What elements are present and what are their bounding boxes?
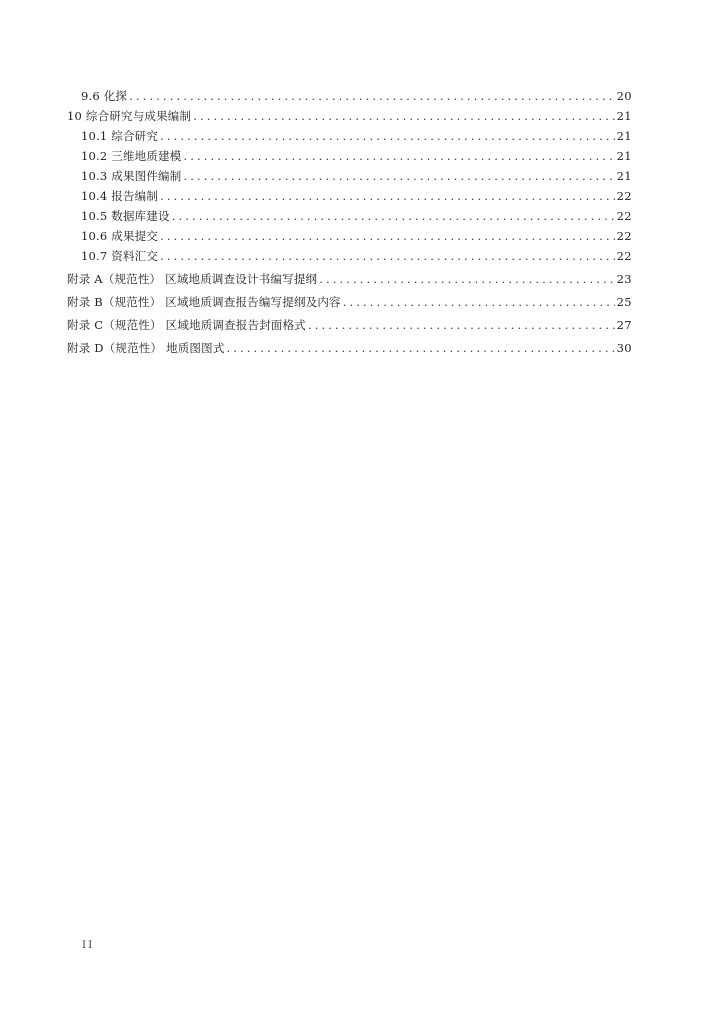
toc-page-number: 20 [616, 89, 632, 103]
toc-page-number: 21 [616, 109, 632, 123]
toc-page-number: 21 [616, 169, 632, 183]
toc-entry-title: 10 综合研究与成果编制 [67, 109, 192, 123]
toc-entry-10-3[interactable] [67, 166, 632, 186]
toc-leader-dots [183, 146, 614, 166]
toc-leader-dots [319, 268, 614, 291]
toc-page-number: 22 [616, 189, 632, 203]
toc-leader-dots [308, 314, 615, 337]
toc-entry-title: 10.5 数据库建设 [81, 209, 170, 223]
toc-leader-dots [160, 226, 615, 246]
toc-entry-10[interactable] [67, 106, 632, 126]
toc-entry-10-5[interactable] [67, 206, 632, 226]
toc-leader-dots [160, 246, 615, 266]
toc-page-number: 21 [616, 129, 632, 143]
toc-leader-dots [227, 337, 615, 360]
toc-leader-dots [172, 206, 615, 226]
toc-entry-appendix-a[interactable] [67, 268, 632, 291]
toc-entry-title: 10.1 综合研究 [81, 129, 159, 143]
toc-entry-10-1[interactable] [67, 126, 632, 146]
toc-entry-title: 附录 C（规范性） 区域地质调查报告封面格式 [67, 318, 307, 332]
toc-entry-title: 10.4 报告编制 [81, 189, 159, 203]
toc-entry-title: 10.7 资料汇交 [81, 249, 159, 263]
toc-leader-dots [193, 106, 614, 126]
toc-entry-title: 10.3 成果图件编制 [81, 169, 182, 183]
toc-entry-title: 10.6 成果提交 [81, 229, 159, 243]
toc-page-number: 21 [616, 149, 632, 163]
toc-page-number: 30 [616, 341, 632, 355]
toc-leader-dots [160, 126, 615, 146]
toc-page-number: 22 [616, 249, 632, 263]
toc-leader-dots [183, 166, 614, 186]
toc-entry-10-7[interactable] [67, 246, 632, 266]
toc-entry-9-6[interactable] [67, 86, 632, 106]
toc-page-number: 22 [616, 209, 632, 223]
toc-entry-appendix-c[interactable] [67, 314, 632, 337]
toc-entry-appendix-b[interactable] [67, 291, 632, 314]
toc-entry-title: 附录 D（规范性） 地质图图式 [67, 341, 225, 355]
toc-page-number: 27 [616, 318, 632, 332]
toc-entry-title: 附录 A（规范性） 区域地质调查设计书编写提纲 [67, 272, 318, 286]
toc-entry-10-6[interactable] [67, 226, 632, 246]
toc-leader-dots [160, 186, 615, 206]
toc-page-number: 23 [616, 272, 632, 286]
toc-entry-10-2[interactable] [67, 146, 632, 166]
toc-leader-dots [129, 86, 614, 106]
toc-page-number: 22 [616, 229, 632, 243]
toc-leader-dots [343, 291, 615, 314]
toc-entry-title: 附录 B（规范性） 区域地质调查报告编写提纲及内容 [67, 295, 341, 309]
toc-page-number: 25 [616, 295, 632, 309]
footer-page-number: II [82, 939, 95, 951]
toc-entry-appendix-d[interactable] [67, 337, 632, 360]
toc-entry-10-4[interactable] [67, 186, 632, 206]
toc-entry-title: 9.6 化探 [81, 89, 128, 103]
toc-entry-title: 10.2 三维地质建模 [81, 149, 182, 163]
table-of-contents [67, 86, 632, 360]
